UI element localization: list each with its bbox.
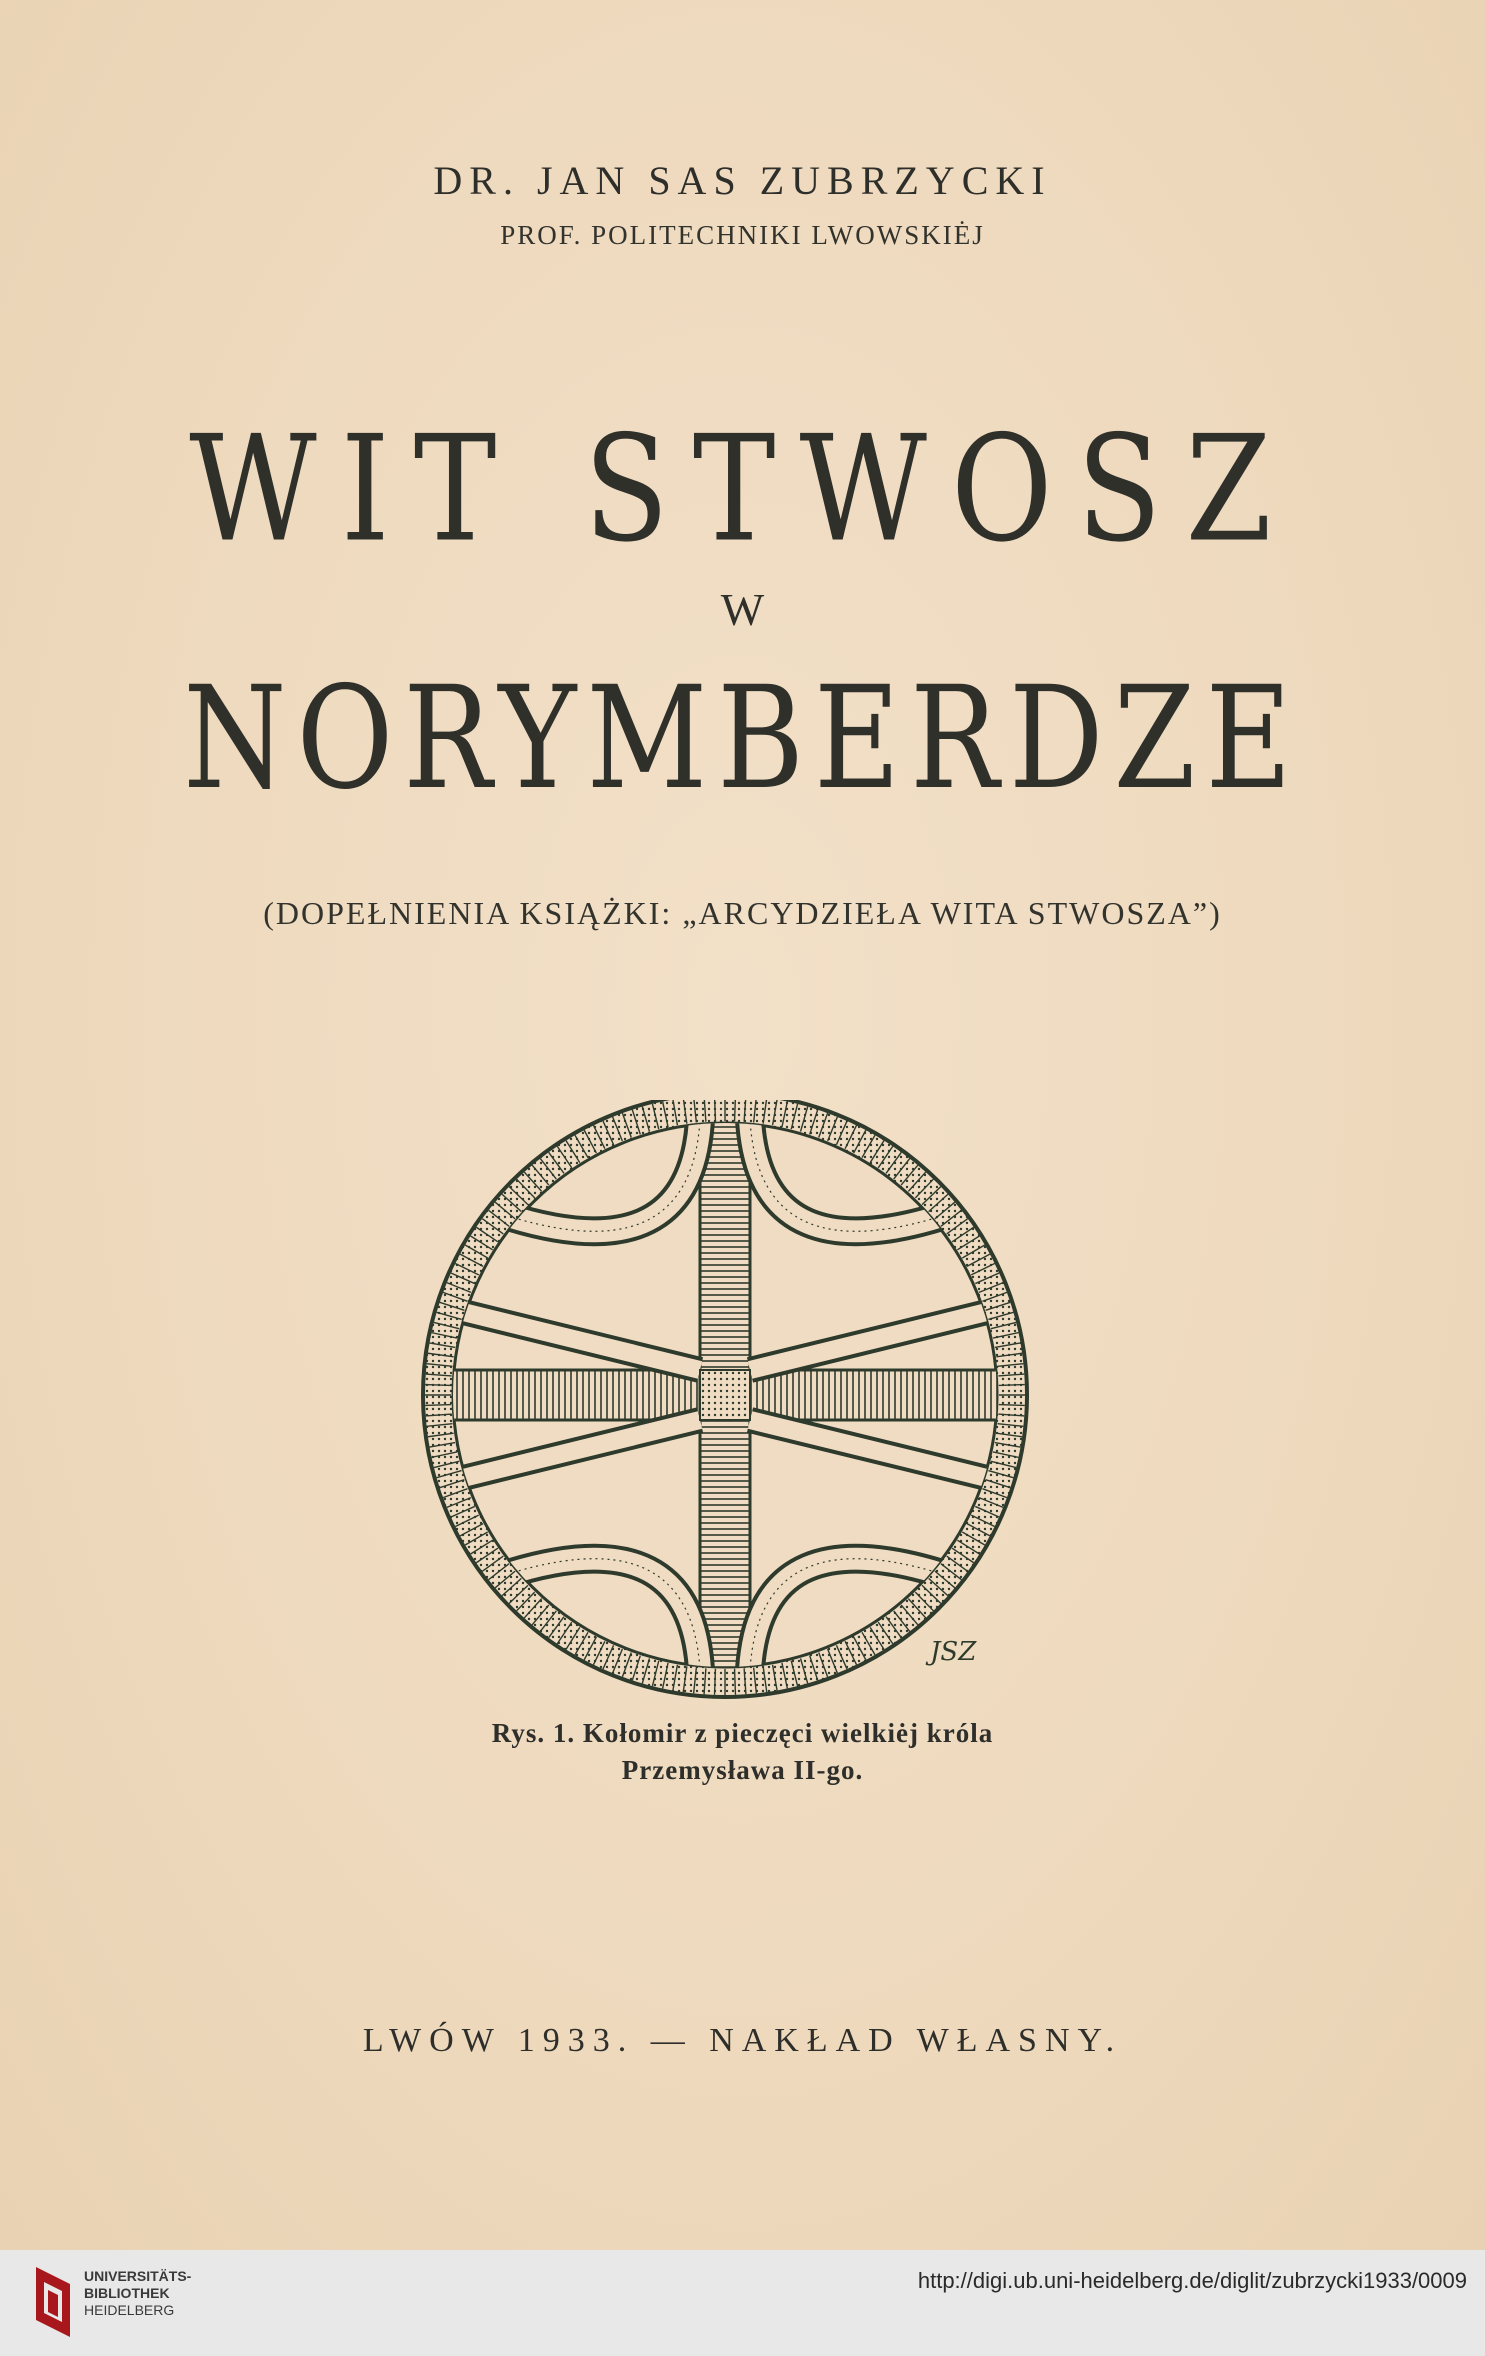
title-line-2: W bbox=[720, 584, 765, 635]
kolomir-emblem-illustration bbox=[400, 1100, 1030, 1700]
rim-hatch-line bbox=[735, 1100, 736, 1121]
author-affiliation: PROF. POLITECHNIKI LWOWSKIĖJ bbox=[500, 220, 985, 250]
title-line-1: WIT STWOSZ bbox=[189, 405, 1296, 575]
author-name: DR. JAN SAS ZUBRZYCKI bbox=[433, 158, 1052, 203]
figure-caption-line-1: Rys. 1. Kołomir z pieczęci wielkiėj króla bbox=[491, 1718, 994, 1748]
rim-hatch-line bbox=[715, 1669, 716, 1695]
library-logo-icon bbox=[28, 2262, 78, 2342]
rim-hatch-line bbox=[735, 1669, 736, 1695]
library-name bbox=[84, 2268, 191, 2319]
library-name-line-1: UNIVERSITÄTS- bbox=[84, 2268, 192, 2284]
rim-hatch-line bbox=[425, 1405, 451, 1406]
digitization-footer bbox=[0, 2250, 1485, 2356]
figure-caption-line-2: Przemysława II-go. bbox=[621, 1755, 864, 1785]
rim-hatch-line bbox=[425, 1385, 451, 1386]
rim-hatch-line bbox=[999, 1385, 1025, 1386]
title-line-3: NORYMBERDZE bbox=[183, 655, 1302, 821]
library-name-line-2: BIBLIOTHEK bbox=[84, 2285, 170, 2301]
rim-hatch-line bbox=[999, 1405, 1025, 1406]
library-name-line-3: HEIDELBERG bbox=[84, 2302, 175, 2318]
subtitle: (DOPEŁNIENIA KSIĄŻKI: „ARCYDZIEŁA WITA STWOSZA”) bbox=[263, 895, 1222, 931]
imprint-line: LWÓW 1933. — NAKŁAD WŁASNY. bbox=[362, 2022, 1123, 2059]
illustrator-signature: JSZ bbox=[930, 1637, 977, 1667]
rim-hatch-line bbox=[715, 1100, 716, 1121]
permalink-url[interactable]: http://digi.ub.uni-heidelberg.de/diglit/zubrzycki1933/0009 bbox=[917, 2268, 1467, 2293]
